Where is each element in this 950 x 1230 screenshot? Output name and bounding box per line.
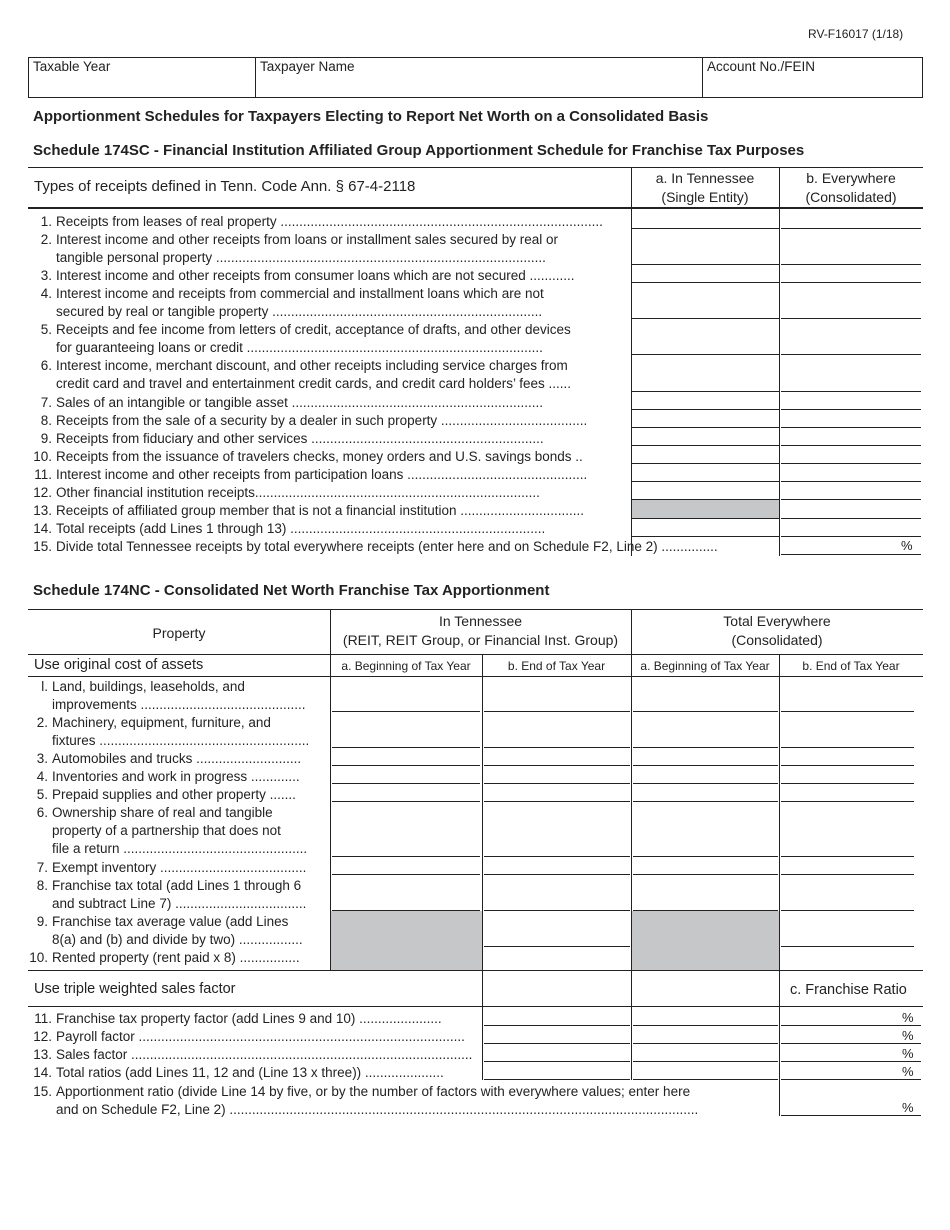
line-number: 11. — [34, 1011, 52, 1026]
line-number: 4. — [36, 769, 48, 784]
percent-sign: % — [902, 1064, 914, 1079]
entry-field[interactable] — [781, 427, 921, 428]
sc-line-12 — [32, 484, 540, 502]
sc-line-8 — [32, 412, 587, 430]
tn-header-line1: In Tennessee — [438, 613, 523, 629]
entry-field[interactable] — [633, 856, 778, 857]
entry-field[interactable] — [332, 765, 480, 766]
entry-field[interactable] — [781, 318, 921, 319]
entry-field[interactable] — [484, 1079, 630, 1080]
entry-field[interactable] — [332, 783, 480, 784]
entry-field[interactable] — [781, 874, 914, 875]
entry-field[interactable] — [632, 481, 779, 482]
shaded-cell — [632, 911, 779, 970]
entry-field[interactable] — [781, 856, 914, 857]
line-label: Sales factor ........................................................................................... — [56, 1047, 473, 1062]
entry-field[interactable] — [632, 264, 779, 265]
line-number: 15. — [33, 1084, 52, 1099]
nc-line-9 — [28, 913, 303, 949]
line-label-cont: 8(a) and (b) and divide by two) ................. — [52, 932, 303, 947]
entry-field[interactable] — [781, 783, 914, 784]
nc-line-13 — [32, 1046, 472, 1064]
line-number: 2. — [40, 232, 52, 247]
nc-line-5 — [28, 786, 296, 804]
entry-field[interactable] — [781, 391, 921, 392]
line-label-cont: tangible personal property ........................................................................................ — [56, 250, 546, 265]
sc-line-2 — [32, 231, 558, 267]
entry-field[interactable] — [781, 354, 921, 355]
line-number: 8. — [36, 878, 48, 893]
line-label: Receipts from leases of real property ...................................................................................... — [56, 214, 603, 229]
entry-field[interactable] — [332, 801, 480, 802]
line-label: Interest income and other receipts from loans or installment sales secured by real or — [56, 232, 558, 247]
table-border — [28, 609, 923, 610]
sc-line-10 — [32, 448, 583, 466]
line-label: Other financial institution receipts............................................................................ — [56, 485, 540, 500]
franchise-ratio-header: c. Franchise Ratio — [790, 982, 907, 998]
entry-field[interactable] — [632, 445, 779, 446]
nc-line-6 — [28, 804, 307, 858]
everywhere-header-line2: (Consolidated) — [731, 632, 823, 648]
property-header: Property — [152, 625, 206, 641]
entry-field[interactable] — [781, 747, 914, 748]
entry-field[interactable] — [781, 264, 921, 265]
taxpayer-info-box — [28, 57, 923, 98]
line-label: Sales of an intangible or tangible asset ................................................................... — [56, 395, 543, 410]
col-a-header — [631, 169, 779, 207]
line-number: 10. — [29, 950, 48, 965]
line-label: Interest income, merchant discount, and other receipts including service charges from — [56, 358, 568, 373]
shaded-cell — [632, 500, 779, 518]
entry-field[interactable] — [332, 874, 480, 875]
nc-line-15 — [32, 1083, 698, 1119]
entry-field[interactable] — [633, 1043, 778, 1044]
line-number: 14. — [33, 1065, 52, 1080]
entry-field[interactable] — [484, 783, 630, 784]
entry-field[interactable] — [632, 463, 779, 464]
taxable-year-label: Taxable Year — [33, 59, 111, 74]
schedule-sc-title: Schedule 174SC - Financial Institution Affiliated Group Apportionment Schedule for Franchise Tax Purposes — [33, 142, 805, 159]
entry-field[interactable] — [781, 445, 921, 446]
types-header: Types of receipts defined in Tenn. Code Ann. § 67-4-2118 — [34, 178, 416, 195]
line-label-cont: secured by real or tangible property ........................................................................ — [56, 304, 543, 319]
form-id: RV-F16017 (1/18) — [808, 27, 904, 41]
table-border — [28, 167, 923, 168]
entry-field[interactable] — [781, 1061, 921, 1062]
column-divider — [631, 167, 632, 556]
line-label: Total ratios (add Lines 11, 12 and (Line 13 x three)) ..................... — [56, 1065, 444, 1080]
line-label: Prepaid supplies and other property ....... — [52, 787, 296, 802]
taxpayer-name-label: Taxpayer Name — [260, 59, 355, 74]
line-label: Receipts from the issuance of travelers checks, money orders and U.S. savings bonds .. — [56, 449, 583, 464]
line-number: 7. — [40, 395, 52, 410]
entry-field[interactable] — [632, 499, 779, 500]
line-label: Rented property (rent paid x 8) ................ — [52, 950, 300, 965]
line-label: Receipts from fiduciary and other services .............................................................. — [56, 431, 544, 446]
sc-line-4 — [32, 285, 544, 321]
line-number: 9. — [36, 914, 48, 929]
line-label: Receipts from the sale of a security by a dealer in such property ....................................... — [56, 413, 588, 428]
line-label: Land, buildings, leaseholds, and — [52, 679, 245, 694]
table-border — [28, 207, 923, 209]
line-number: 6. — [36, 805, 48, 820]
line-label: Total receipts (add Lines 1 through 13) .................................................................... — [56, 521, 546, 536]
account-no-field[interactable] — [703, 58, 922, 97]
line-label: Franchise tax total (add Lines 1 through 6 — [52, 878, 302, 893]
entry-field[interactable] — [781, 409, 921, 410]
line-label: Exempt inventory ....................................... — [52, 860, 307, 875]
table-border — [28, 676, 923, 677]
line-label: Machinery, equipment, furniture, and — [52, 715, 271, 730]
line-number: 7. — [36, 860, 48, 875]
taxpayer-name-field[interactable] — [256, 58, 702, 97]
entry-field[interactable] — [633, 910, 778, 911]
col-b-header — [779, 169, 923, 207]
entry-field[interactable] — [632, 536, 779, 537]
column-divider — [779, 654, 780, 1116]
entry-field[interactable] — [332, 856, 480, 857]
entry-field[interactable] — [781, 711, 914, 712]
line-label-cont: and on Schedule F2, Line 2) ............................................................................................................................. — [56, 1102, 699, 1117]
entry-field[interactable] — [633, 747, 778, 748]
entry-field[interactable] — [484, 801, 630, 802]
line-label-cont: improvements ............................................ — [52, 697, 306, 712]
line-number: 4. — [40, 286, 52, 301]
line-label-cont: credit card and travel and entertainment credit cards, and credit card holders’ fees ...... — [56, 376, 572, 391]
entry-field[interactable] — [633, 711, 778, 712]
line-number: 5. — [36, 787, 48, 802]
line-label: Receipts of affiliated group member that is not a financial institution ................................. — [56, 503, 584, 518]
col-a-header-line2: (Single Entity) — [661, 189, 749, 205]
column-divider — [482, 654, 483, 1080]
entry-field[interactable] — [781, 499, 921, 500]
col-b-header-line2: (Consolidated) — [805, 189, 897, 205]
sc-line-13 — [32, 502, 584, 520]
entry-field[interactable] — [781, 765, 914, 766]
shaded-cell — [331, 911, 482, 970]
line-label-cont: and subtract Line 7) ................................... — [52, 896, 307, 911]
line-label: Franchise tax property factor (add Lines 9 and 10) ...................... — [56, 1011, 442, 1026]
line-number: 11. — [34, 467, 52, 482]
sc-line-14 — [32, 520, 545, 538]
entry-field[interactable] — [484, 1061, 630, 1062]
line-number: 13. — [33, 1047, 52, 1062]
entry-field[interactable] — [484, 946, 630, 947]
line-label: Interest income and other receipts from consumer loans which are not secured ............ — [56, 268, 575, 283]
entry-field[interactable] — [633, 1079, 778, 1080]
line-label: Divide total Tennessee receipts by total everywhere receipts (enter here and on Schedule F2, Line 2) ............... — [56, 539, 718, 554]
nc-line-8 — [28, 877, 306, 913]
line-label: Inventories and work in progress ............. — [52, 769, 300, 784]
entry-field[interactable] — [332, 910, 480, 911]
taxable-year-field[interactable] — [29, 58, 255, 97]
entry-field[interactable] — [633, 801, 778, 802]
entry-field[interactable] — [484, 874, 630, 875]
entry-field[interactable] — [484, 1025, 630, 1026]
line-label: Automobiles and trucks ............................ — [52, 751, 302, 766]
line-number: 3. — [40, 268, 52, 283]
sc-line-6 — [32, 357, 571, 393]
entry-field[interactable] — [781, 481, 921, 482]
tn-end-header: b. End of Tax Year — [507, 659, 606, 673]
ev-begin-header: a. Beginning of Tax Year — [640, 659, 770, 673]
col-b-header-line1: b. Everywhere — [806, 170, 896, 186]
entry-field[interactable] — [332, 747, 480, 748]
schedule-nc-title: Schedule 174NC - Consolidated Net Worth Franchise Tax Apportionment — [33, 582, 550, 599]
entry-field[interactable] — [781, 1079, 921, 1080]
line-number: 8. — [40, 413, 52, 428]
entry-field[interactable] — [781, 910, 914, 911]
sales-factor-label: Use triple weighted sales factor — [34, 981, 236, 997]
line-number: l. — [41, 679, 48, 694]
entry-field[interactable] — [632, 518, 779, 519]
percent-sign: % — [902, 1046, 914, 1061]
percent-sign: % — [901, 538, 913, 553]
tn-header — [330, 612, 631, 650]
line-label-cont: property of a partnership that does not — [52, 823, 281, 838]
line-number: 12. — [33, 1029, 52, 1044]
nc-line-3 — [28, 750, 301, 768]
entry-field[interactable] — [633, 1025, 778, 1026]
entry-field[interactable] — [781, 536, 921, 537]
line-label: Receipts and fee income from letters of credit, acceptance of drafts, and other devices — [56, 322, 571, 337]
line-number: 10. — [33, 449, 52, 464]
ratio-field[interactable] — [781, 554, 921, 555]
table-border — [28, 654, 923, 655]
line-label: Apportionment ratio (divide Line 14 by five, or by the number of factors with everywhere values; enter here — [56, 1084, 691, 1099]
nc-line-7 — [28, 859, 306, 877]
sc-line-15 — [32, 538, 718, 556]
line-label: Ownership share of real and tangible — [52, 805, 273, 820]
line-number: 1. — [40, 214, 52, 229]
entry-field[interactable] — [633, 783, 778, 784]
line-number: 2. — [36, 715, 48, 730]
entry-field[interactable] — [484, 1043, 630, 1044]
line-label-cont: fixtures ........................................................ — [52, 733, 310, 748]
entry-field[interactable] — [781, 1043, 921, 1044]
col-a-header-line1: a. In Tennessee — [655, 170, 755, 186]
sc-line-7 — [32, 394, 543, 412]
tn-begin-header: a. Beginning of Tax Year — [341, 659, 471, 673]
column-divider — [631, 609, 632, 1080]
line-number: 9. — [40, 431, 52, 446]
entry-field[interactable] — [781, 228, 921, 229]
nc-line-2 — [28, 714, 309, 750]
sc-line-3 — [32, 267, 575, 285]
nc-line-1 — [28, 678, 306, 714]
line-number: 13. — [33, 503, 52, 518]
ratio-field[interactable] — [781, 1115, 921, 1116]
entry-field[interactable] — [781, 463, 921, 464]
nc-line-14 — [32, 1064, 444, 1082]
account-no-label: Account No./FEIN — [707, 59, 816, 74]
entry-field[interactable] — [781, 282, 921, 283]
line-number: 6. — [40, 358, 52, 373]
tn-header-line2: (REIT, REIT Group, or Financial Inst. Group) — [342, 632, 619, 648]
sc-line-5 — [32, 321, 571, 357]
entry-field[interactable] — [332, 711, 480, 712]
sc-line-11 — [32, 466, 587, 484]
table-border — [28, 1006, 923, 1007]
line-number: 15. — [33, 539, 52, 554]
line-number: 12. — [33, 485, 52, 500]
line-number: 14. — [33, 521, 52, 536]
line-number: 3. — [36, 751, 48, 766]
entry-field[interactable] — [781, 801, 914, 802]
main-heading: Apportionment Schedules for Taxpayers Electing to Report Net Worth on a Consolidated Basis — [33, 108, 709, 125]
percent-sign: % — [902, 1028, 914, 1043]
line-label-cont: for guaranteeing loans or credit ............................................................................... — [56, 340, 543, 355]
entry-field[interactable] — [633, 1061, 778, 1062]
column-divider — [779, 167, 780, 556]
sc-line-9 — [32, 430, 544, 448]
entry-field[interactable] — [632, 427, 779, 428]
everywhere-header — [631, 612, 923, 650]
entry-field[interactable] — [632, 391, 779, 392]
table-border — [28, 970, 923, 971]
entry-field[interactable] — [781, 518, 921, 519]
entry-field[interactable] — [632, 409, 779, 410]
cost-label: Use original cost of assets — [34, 657, 204, 673]
everywhere-header-line1: Total Everywhere — [723, 613, 831, 629]
entry-field[interactable] — [484, 856, 630, 857]
line-label-cont: file a return ................................................. — [52, 841, 308, 856]
ev-end-header: b. End of Tax Year — [802, 659, 900, 673]
line-label: Interest income and other receipts from participation loans ................................................ — [56, 467, 588, 482]
line-number: 5. — [40, 322, 52, 337]
entry-field[interactable] — [632, 354, 779, 355]
entry-field[interactable] — [632, 282, 779, 283]
entry-field[interactable] — [484, 747, 630, 748]
entry-field[interactable] — [632, 318, 779, 319]
line-label: Payroll factor ....................................................................................... — [56, 1029, 465, 1044]
line-label: Franchise tax average value (add Lines — [52, 914, 289, 929]
percent-sign: % — [902, 1100, 914, 1115]
entry-field[interactable] — [633, 874, 778, 875]
entry-field[interactable] — [632, 228, 779, 229]
percent-sign: % — [902, 1010, 914, 1025]
entry-field[interactable] — [484, 711, 630, 712]
entry-field[interactable] — [781, 946, 914, 947]
sc-line-1 — [32, 213, 603, 231]
line-label: Interest income and receipts from commercial and installment loans which are not — [56, 286, 544, 301]
nc-line-10 — [28, 949, 300, 967]
entry-field[interactable] — [484, 765, 630, 766]
entry-field[interactable] — [484, 910, 630, 911]
entry-field[interactable] — [633, 765, 778, 766]
entry-field[interactable] — [781, 1025, 921, 1026]
nc-line-12 — [32, 1028, 465, 1046]
nc-line-11 — [32, 1010, 442, 1028]
nc-line-4 — [28, 768, 300, 786]
